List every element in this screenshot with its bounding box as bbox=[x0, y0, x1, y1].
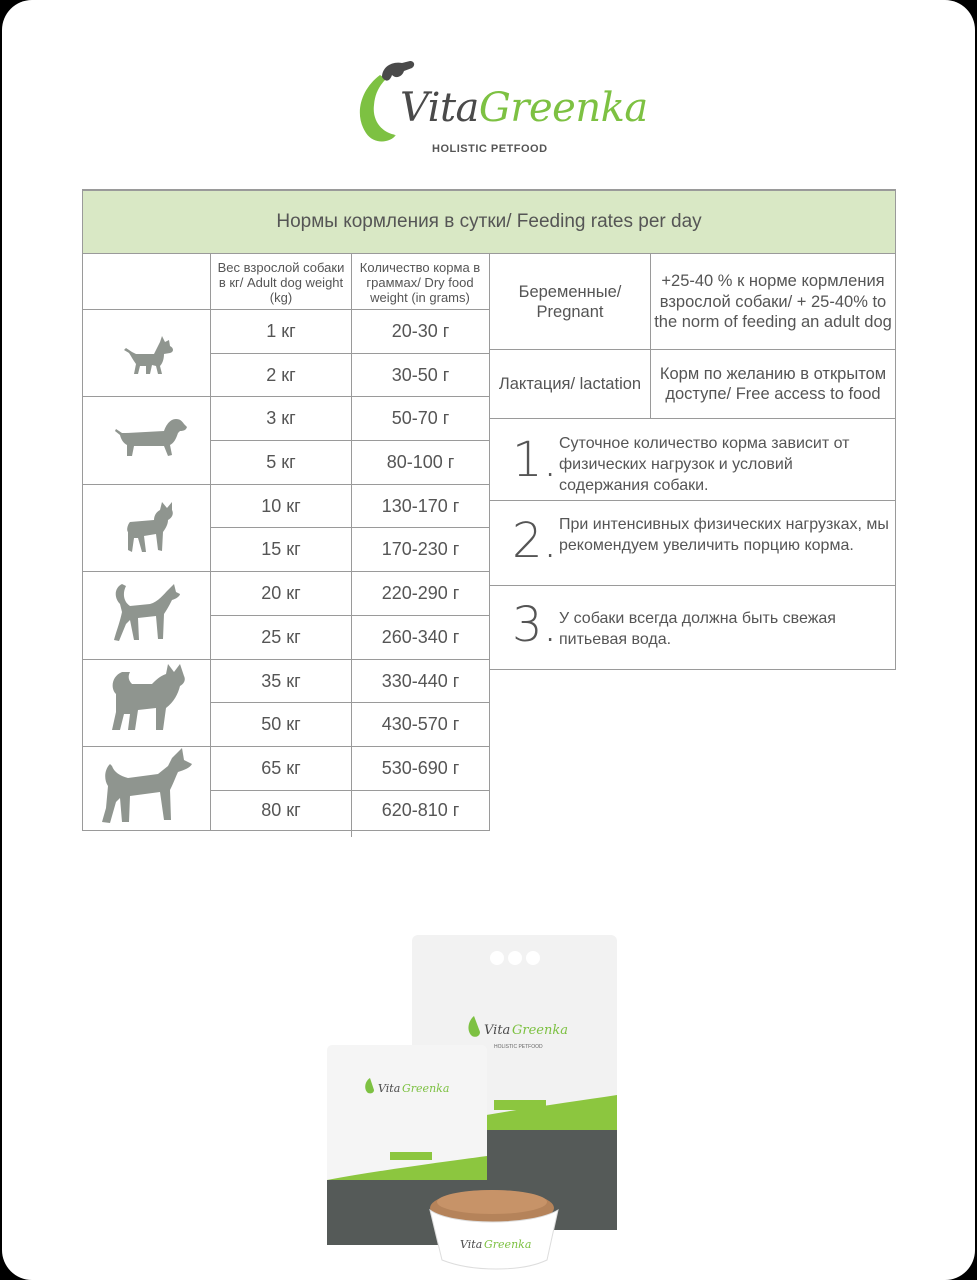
weight-cell: 65 кг bbox=[261, 758, 301, 778]
weight-cell: 50 кг bbox=[261, 714, 301, 734]
weight-cell: 80 кг bbox=[261, 800, 301, 820]
amount-cell: 330-440 г bbox=[381, 670, 460, 691]
divider bbox=[650, 253, 651, 419]
divider bbox=[895, 189, 896, 670]
amount-cell: 50-70 г bbox=[391, 408, 450, 428]
brand-logo bbox=[352, 55, 648, 160]
divider bbox=[82, 830, 490, 831]
amount-cell: 430-570 г bbox=[381, 714, 460, 734]
brand-tagline: HOLISTIC PETFOOD bbox=[432, 143, 548, 155]
amount-cell: 620-810 г bbox=[381, 800, 460, 820]
divider bbox=[489, 585, 896, 586]
note-number: 2. bbox=[512, 513, 558, 569]
small-dog-icon bbox=[122, 334, 178, 376]
bag-brand-vita: Vita bbox=[484, 1023, 511, 1038]
amount-cell: 20-30 г bbox=[391, 321, 450, 341]
pregnant-label: Беременные/ Pregnant bbox=[518, 282, 622, 321]
divider bbox=[82, 253, 83, 831]
svg-text:Greenka: Greenka bbox=[484, 1238, 532, 1251]
svg-text:Greenka: Greenka bbox=[402, 1082, 450, 1095]
weight-cell: 5 кг bbox=[266, 452, 296, 472]
bag-tagline: HOLISTIC PETFOOD bbox=[494, 1044, 543, 1050]
food-bags-illustration bbox=[322, 930, 622, 1270]
page bbox=[2, 0, 975, 1280]
amount-cell: 80-100 г bbox=[386, 452, 455, 472]
brand-name-greenka: Greenka bbox=[478, 85, 648, 131]
brand-name-vita: Vita bbox=[400, 85, 479, 131]
note-text: При интенсивных физических нагрузках, мы рекомендуем увеличить порцию корма. bbox=[559, 516, 889, 554]
bulldog-icon bbox=[122, 500, 176, 555]
weight-cell: 35 кг bbox=[261, 670, 301, 691]
amount-cell: 260-340 г bbox=[381, 627, 460, 647]
dachshund-icon bbox=[114, 415, 188, 459]
divider bbox=[489, 253, 490, 831]
weight-cell: 3 кг bbox=[266, 408, 296, 428]
svg-text:Vita: Vita bbox=[378, 1082, 401, 1095]
pregnant-text: +25-40 % к норме кормления взрослой собаки/ + 25-40% to the norm of feeding an adult dog bbox=[654, 272, 892, 332]
table-title: Нормы кормления в сутки/ Feeding rates per day bbox=[82, 189, 896, 253]
divider bbox=[489, 500, 896, 501]
product-image bbox=[322, 930, 622, 1270]
weight-cell: 15 кг bbox=[261, 539, 301, 559]
husky-icon bbox=[108, 662, 186, 732]
note-text: У собаки всегда должна быть свежая питьевая вода. bbox=[559, 610, 836, 648]
divider bbox=[489, 418, 896, 419]
brand-name bbox=[400, 85, 648, 131]
note-number: 1. bbox=[512, 432, 558, 488]
svg-text:Vita: Vita bbox=[460, 1238, 483, 1251]
amount-cell: 30-50 г bbox=[391, 364, 450, 385]
weight-cell: 1 кг bbox=[266, 321, 296, 341]
amount-cell: 530-690 г bbox=[381, 758, 460, 778]
amount-cell: 130-170 г bbox=[381, 495, 460, 516]
weight-cell: 10 кг bbox=[261, 495, 301, 516]
note-text: Суточное количество корма зависит от физических нагрузок и условий содержания собаки. bbox=[559, 435, 850, 494]
note-number: 3. bbox=[512, 597, 558, 653]
amount-cell: 170-230 г bbox=[381, 539, 460, 559]
amount-cell: 220-290 г bbox=[381, 583, 460, 603]
divider bbox=[489, 669, 896, 670]
bag-brand-greenka: Greenka bbox=[512, 1023, 568, 1038]
lactation-text: Корм по желанию в открытом доступе/ Free access to food bbox=[659, 364, 887, 403]
weight-cell: 20 кг bbox=[261, 583, 301, 603]
lactation-label: Лактация/ lactation bbox=[498, 374, 642, 393]
large-dog-icon bbox=[102, 746, 194, 826]
divider bbox=[489, 349, 896, 350]
column-header-weight: Вес взрослой собаки в кг/ Adult dog weight (kg) bbox=[217, 259, 345, 305]
column-header-amount: Количество корма в граммах/ Dry food weight (in grams) bbox=[359, 259, 481, 305]
weight-cell: 2 кг bbox=[266, 364, 296, 385]
weight-cell: 25 кг bbox=[261, 627, 301, 647]
medium-dog-icon bbox=[110, 582, 182, 644]
